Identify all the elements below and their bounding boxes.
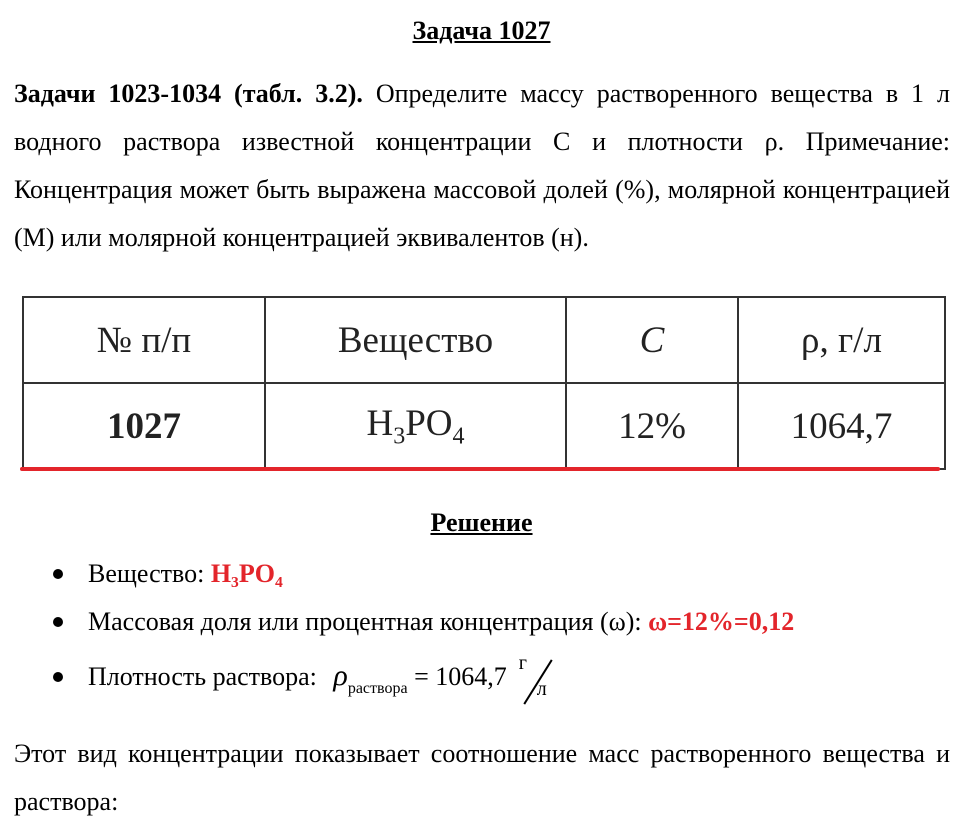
substance-value: H₃PO₄ — [210, 559, 283, 588]
mass-fraction-value: ω=12%=0,12 — [648, 607, 795, 636]
solution-heading: Решение — [430, 508, 533, 537]
header-concentration: C — [566, 297, 738, 383]
list-item-mass-fraction — [0, 600, 794, 648]
unit-numerator: г — [518, 652, 527, 675]
unit-fraction — [517, 652, 559, 702]
cell-substance — [265, 383, 566, 469]
problem-statement — [14, 70, 950, 262]
table-underline — [20, 467, 940, 471]
density-label: Плотность раствора: — [88, 662, 324, 691]
table-header-row — [23, 297, 945, 383]
problem-text: Определите массу растворенного вещества в 1 л водного раствора известной концентрации С и плотности ρ. Примечание: Концентрация может быть выражена массовой долей (%), молярной концентрацией (М) или молярной концентрацией эквивалентов (н). — [14, 79, 950, 252]
formula-h: H — [366, 402, 394, 444]
problem-lead: Задачи 1023-1034 (табл. 3.2). — [14, 79, 363, 108]
cell-density: 1064,7 — [738, 383, 945, 469]
rho-symbol: ρ — [333, 659, 348, 692]
page-title: Задача 1027 — [412, 16, 551, 45]
formula-po: PO — [405, 402, 453, 444]
closing-text: Этот вид концентрации показывает соотношение масс растворенного вещества и раствора: — [14, 739, 950, 816]
mass-fraction-label: Массовая доля или процентная концентрация (ω): — [88, 607, 649, 636]
header-density: ρ, г/л — [738, 297, 945, 383]
rho-subscript: раствора — [347, 680, 408, 697]
substance-label: Вещество: — [88, 559, 211, 588]
density-value: = 1064,7 — [407, 662, 507, 691]
list-item-substance — [0, 552, 794, 600]
list-item-density — [0, 648, 794, 718]
solution-list — [0, 552, 794, 718]
cell-number: 1027 — [23, 383, 265, 469]
table-row — [23, 383, 945, 469]
formula-o-sub: 4 — [452, 423, 465, 450]
header-substance: Вещество — [265, 297, 566, 383]
task-table — [22, 296, 946, 470]
cell-concentration: 12% — [566, 383, 738, 469]
header-number: № п/п — [23, 297, 265, 383]
formula-h-sub: 3 — [393, 423, 406, 450]
unit-denominator: л — [536, 678, 547, 701]
